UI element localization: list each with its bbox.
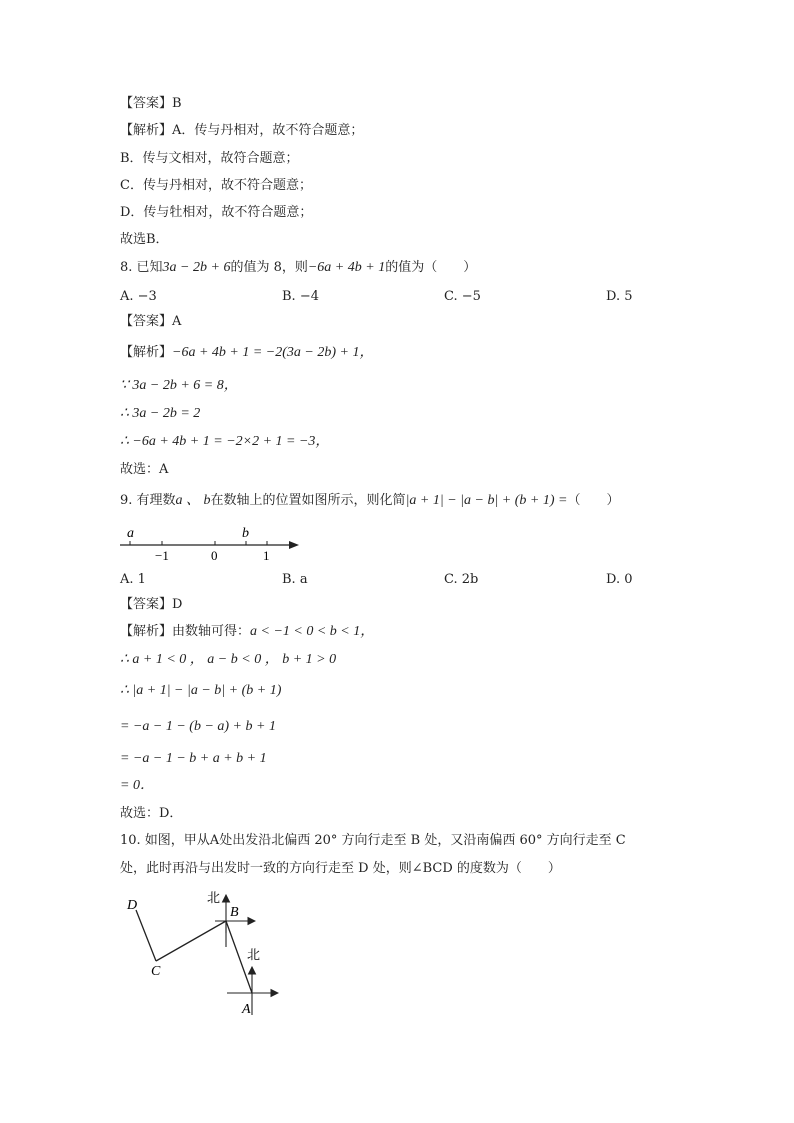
q8-choice: 故选：A	[120, 462, 169, 477]
q8-analysis-line1	[120, 344, 373, 362]
q8-option-c: C. −5	[444, 289, 481, 304]
q8-answer: 【答案】A	[120, 314, 182, 329]
q9-analysis-line5: = −a − 1 − b + a + b + 1	[120, 751, 267, 766]
q9-analysis-label: 【解析】由数轴可得：	[120, 624, 251, 639]
q8-analysis-expr: −6a + 4b + 1 = −2(3a − 2b) + 1，	[172, 345, 374, 360]
q9-number-line	[115, 520, 305, 562]
q8-stem-expr2: −6a + 4b + 1	[307, 260, 386, 275]
q8-analysis-line3: ∴ 3a − 2b = 2	[120, 406, 201, 421]
label-0: 0	[211, 548, 218, 562]
north-label-a: 北	[247, 947, 261, 962]
q8-option-a: A. −3	[120, 289, 157, 304]
q7-option-d-note: D．传与牡相对，故不符合题意；	[120, 205, 313, 220]
number-line-arrow	[289, 541, 299, 549]
q9-analysis-ineq: a < −1 < 0 < b < 1，	[250, 624, 375, 639]
q9-option-a: A. 1	[120, 572, 146, 587]
q7-choice: 故选B．	[120, 232, 169, 247]
q8-analysis-line4: ∴ −6a + 4b + 1 = −2×2 + 1 = −3，	[120, 434, 330, 449]
q9-analysis-line2: ∴ a + 1 < 0 ， a − b < 0 ， b + 1 > 0	[120, 652, 337, 667]
q10-figure	[115, 885, 290, 1025]
q9-stem-mid: 在数轴上的位置如图所示，则化简	[210, 493, 406, 508]
q9-stem-prefix: 9. 有理数	[120, 493, 176, 508]
q9-option-b: B. a	[282, 572, 308, 587]
point-d-label: D	[127, 898, 138, 913]
q8-stem-prefix: 8. 已知	[120, 260, 163, 275]
q9-analysis-line6: = 0．	[120, 778, 154, 793]
q8-option-b: B. −4	[282, 289, 319, 304]
q8-stem-expr1: 3a − 2b + 6	[162, 260, 231, 275]
q7-analysis: 【解析】A．传与丹相对，故不符合题意；	[120, 123, 364, 138]
segment-bc	[156, 921, 226, 961]
q9-stem	[120, 492, 619, 510]
label-b: b	[242, 526, 249, 541]
q9-answer: 【答案】D	[120, 597, 183, 612]
q8-option-d: D. 5	[606, 289, 633, 304]
q8-stem-suffix: 的值为（ ）	[385, 260, 477, 275]
point-c-label: C	[151, 964, 161, 979]
q9-stem-expr: |a + 1| − |a − b| + (b + 1) =	[405, 493, 568, 508]
q9-option-d: D. 0	[606, 572, 633, 587]
point-a-label: A	[242, 1002, 251, 1017]
q8-analysis-line2: ∵ 3a − 2b + 6 = 8，	[120, 378, 238, 393]
q7-answer: 【答案】B	[120, 96, 182, 111]
q7-option-c-note: C．传与丹相对，故不符合题意；	[120, 178, 312, 193]
q9-choice: 故选：D．	[120, 806, 183, 821]
segment-cd	[136, 910, 156, 961]
q9-analysis-line4: = −a − 1 − (b − a) + b + 1	[120, 719, 276, 734]
q10-stem-line2: 处，此时再沿与出发时一致的方向行走至 D 处，则∠BCD 的度数为（ ）	[120, 861, 561, 876]
q9-analysis-line1	[120, 623, 374, 641]
q8-analysis-label: 【解析】	[120, 345, 173, 360]
q9-stem-vars: a 、 b	[175, 493, 211, 508]
q10-stem-line1: 10. 如图，甲从A处出发沿北偏西 20° 方向行走至 B 处，又沿南偏西 60° 方向行走至 C	[120, 833, 626, 848]
label-a: a	[127, 526, 134, 541]
label-neg1: −1	[155, 548, 169, 562]
q8-stem-mid: 的值为 8，则	[230, 260, 308, 275]
point-b-label: B	[230, 905, 239, 920]
q9-option-c: C. 2b	[444, 572, 479, 587]
label-1: 1	[263, 548, 270, 562]
q7-option-b-note: B．传与文相对，故符合题意；	[120, 151, 299, 166]
q8-stem	[120, 259, 476, 277]
q9-stem-suffix: （ ）	[567, 493, 620, 508]
north-label-b: 北	[207, 890, 221, 905]
q9-analysis-line3: ∴ |a + 1| − |a − b| + (b + 1)	[120, 683, 282, 698]
